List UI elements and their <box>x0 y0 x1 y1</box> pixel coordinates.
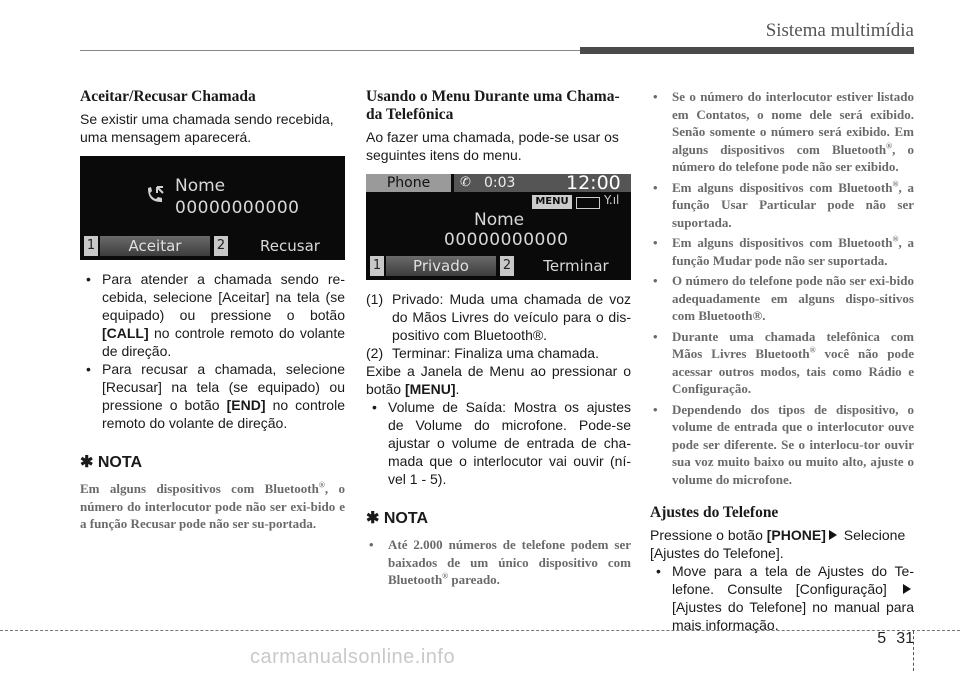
column-3 <box>650 88 914 634</box>
menu-badge: MENU <box>532 195 572 209</box>
section-heading-phone-settings: Ajustes do Telefone <box>650 504 779 521</box>
accept-button[interactable]: Aceitar <box>100 236 210 256</box>
option-2-number: 2 <box>214 236 228 256</box>
list-item: • Para atender a chamada sendo re-cebida, selecione [Aceitar] na tela (se equipado) ou pressione o botão [CALL] no controle remoto do volante de direção. <box>80 270 345 360</box>
caller-number: 00000000000 <box>175 198 300 218</box>
list-item: • Para recusar a chamada, selecione [Recusar] na tela (se equipado) ou pressione o botão [END] no controle remoto do volante de direção. <box>80 360 345 432</box>
note-heading: ✱ NOTA <box>366 510 428 527</box>
intro-text: Ao fazer uma chamada, pode-se usar os seguintes itens do menu. <box>366 129 619 163</box>
note-body: Em alguns dispositivos com Bluetooth®, o número do interlocutor pode não ser exi-bido e a função Recusar pode não ser su-portada. <box>80 480 346 531</box>
caller-number: 00000000000 <box>444 230 569 250</box>
phone-settings-text: Pressione o botão [PHONE] Selecione [Ajustes do Telefone]. <box>650 527 906 561</box>
note-cross-icon: ✱ <box>80 454 94 471</box>
note-item: • Em alguns dispositivos com Bluetooth®, a função Mudar pode não ser suportada. <box>650 234 914 269</box>
note-item: • Em alguns dispositivos com Bluetooth®, a função Usar Particular pode não ser suportada. <box>650 179 914 232</box>
note-heading: ✱ NOTA <box>80 454 142 471</box>
reject-button[interactable]: Recusar <box>260 237 320 255</box>
phone-handset-icon: ✆ <box>460 175 471 190</box>
numbered-item: (1) Privado: Muda uma chamada de voz do Mãos Livres do veículo para o dis-positivo com Bluetooth®. <box>366 291 631 343</box>
option-2-number: 2 <box>500 256 514 276</box>
caller-name: Nome <box>474 210 525 230</box>
arrow-right-icon <box>903 584 911 594</box>
page-number: 5 31 <box>877 630 914 647</box>
caller-name: Nome <box>175 176 226 196</box>
signal-icon: Y.ıl <box>604 193 620 207</box>
phone-tab: Phone <box>366 174 451 192</box>
list-item: • Volume de Saída: Mostra os ajustes de Volume do microfone. Pode-se ajustar o volume de entrada de cha-mada que o interlocutor vai ouvir (ní-vel 1 - 5). <box>366 398 631 488</box>
battery-icon <box>576 197 600 209</box>
end-call-button[interactable]: Terminar <box>543 257 609 275</box>
column-2 <box>366 88 631 589</box>
clock: 12:00 <box>566 172 621 194</box>
menu-text: Exibe a Janela de Menu ao pressionar o botão [MENU]. <box>366 363 631 397</box>
note-item: • Dependendo dos tipos de dispositivo, o volume de entrada que o interlocutor ouve pode ser diferente. Se o interlocu-tor ouvir sua voz muito baixo ou muito alto, ajuste o volume do microfone. <box>650 401 914 489</box>
active-call-screen <box>366 174 631 280</box>
call-timer: 0:03 <box>484 175 516 191</box>
header-rule <box>80 50 580 51</box>
incoming-call-screen <box>80 156 345 260</box>
option-1-number: 1 <box>370 256 384 276</box>
note-item: • Durante uma chamada telefônica com Mãos Livres Bluetooth® você não pode acessar outros modos, tais como Rádio e Configuração. <box>650 328 914 398</box>
note-item: • Se o número do interlocutor estiver listado em Contatos, o nome dele será exibido. Senão somente o número será exibido. Em alguns dispositivos com Bluetooth®, o número do telefone pode não ser exibido. <box>650 88 914 176</box>
numbered-item: (2) Terminar: Finaliza uma chamada. <box>366 345 599 361</box>
header-bar <box>580 47 914 54</box>
column-1 <box>80 88 345 533</box>
intro-text: Se existir uma chamada sendo recebida, uma mensagem aparecerá. <box>80 111 334 145</box>
incoming-call-icon <box>144 184 166 206</box>
private-button[interactable]: Privado <box>386 256 496 276</box>
note-item: • Até 2.000 números de telefone podem ser baixados de um único dispositivo com Bluetooth® pareado. <box>366 536 631 589</box>
section-heading-accept-reject: Aceitar/Recusar Chamada <box>80 88 256 105</box>
section-heading-menu: Usando o Menu Durante uma Chama-da Telefônica <box>366 88 620 123</box>
footer-rule <box>0 630 960 631</box>
watermark: carmanualsonline.info <box>250 646 456 668</box>
page-header-title: Sistema multimídia <box>765 20 914 41</box>
note-item: • O número do telefone pode não ser exi-bido adequadamente em alguns dispo-sitivos com Bluetooth®. <box>650 272 914 325</box>
note-cross-icon: ✱ <box>366 510 380 527</box>
arrow-right-icon <box>829 530 837 540</box>
list-item: • Move para a tela de Ajustes do Te-lefone. Consulte [Configuração] [Ajustes do Telefone] no manual para mais informação. <box>650 562 914 634</box>
option-1-number: 1 <box>84 236 98 256</box>
